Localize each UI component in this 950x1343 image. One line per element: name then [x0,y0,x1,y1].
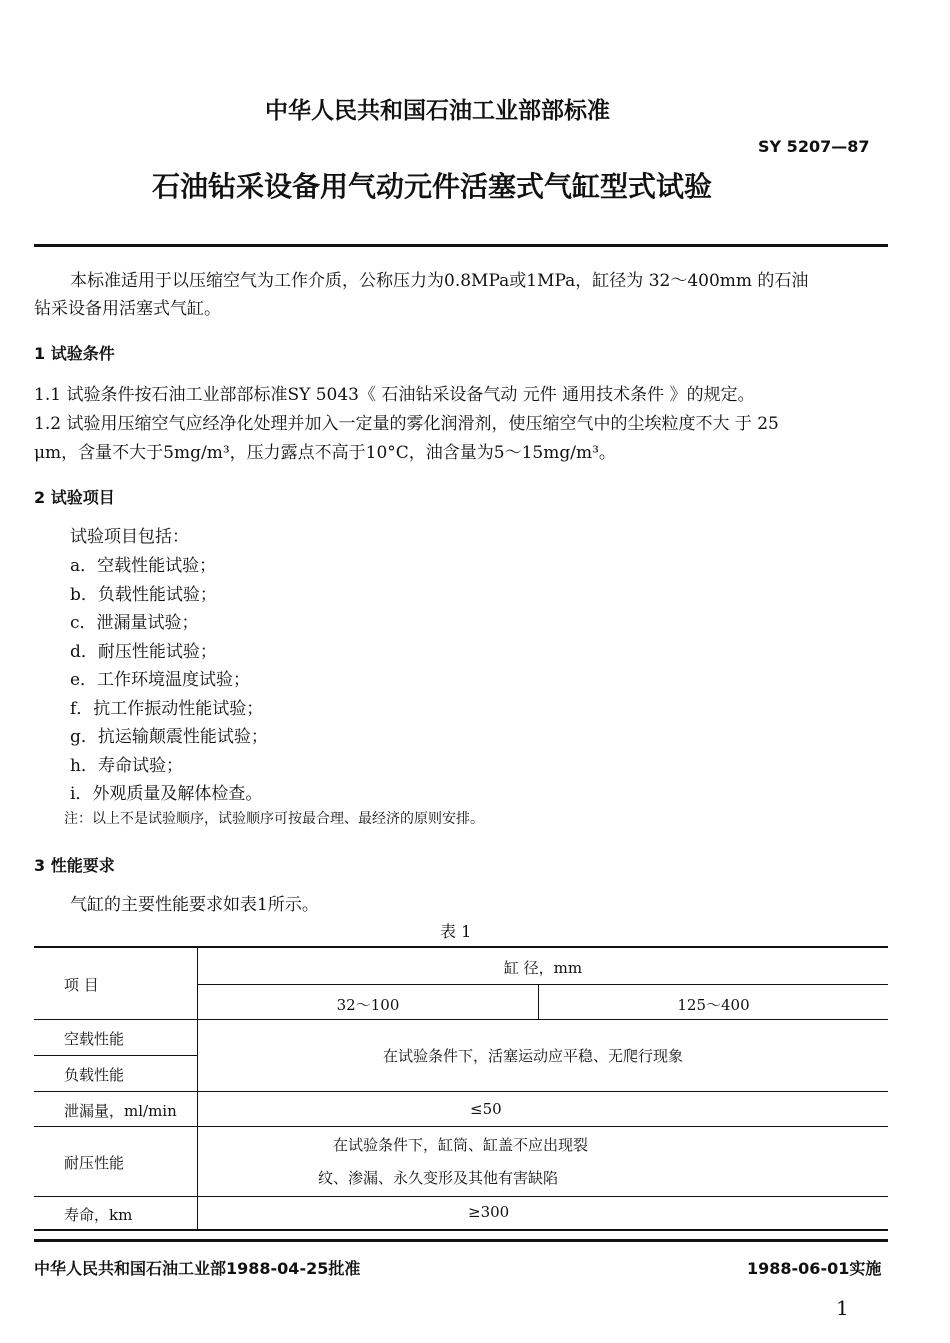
section-2-note: 注：以上不是试验顺序，试验顺序可按最合理、最经济的原则安排。 [64,811,484,827]
page-number: 1 [836,1296,849,1320]
table-cell-life: 寿命，km [64,1206,133,1224]
standard-code: SY 5207—87 [758,137,870,156]
list-item: b．负载性能试验； [70,585,217,605]
table-cell-pressure-value-1: 在试验条件下，缸筒、缸盖不应出现裂 [333,1136,589,1154]
section-1-item-2-line-1: 1.2 试验用压缩空气应经净化处理并加入一定量的雾化润滑剂，使压缩空气中的尘埃粒度不大 于 25 [34,414,779,434]
section-1-title: 1 试验条件 [34,344,115,363]
header-rule [34,244,888,247]
table-header-range-2: 125～400 [677,996,750,1014]
section-2-title: 2 试验项目 [34,488,115,507]
table-cell-life-value: ≥300 [468,1203,510,1221]
list-item: a．空载性能试验； [70,556,217,576]
table-row-rule [34,1091,888,1092]
list-item: c．泄漏量试验； [70,613,199,633]
table-cell-load: 负载性能 [64,1066,125,1084]
table-column-rule [197,948,198,1229]
section-1-item-2-line-2: μm，含量不大于5mg/m³，压力露点不高于10°C，油含量为5～15mg/m³。 [34,443,616,463]
list-item: i．外观质量及解体检查。 [70,784,263,804]
effective-date: 1988-06-01实施 [747,1259,882,1278]
footer-rule [34,1239,888,1242]
table-cell-load-value: 在试验条件下，活塞运动应平稳、无爬行现象 [382,1047,683,1065]
list-item: e．工作环境温度试验； [70,670,251,690]
org-title: 中华人民共和国石油工业部部标准 [265,98,610,124]
table-cell-pressure-value-2: 纹、渗漏、永久变形及其他有害缺陷 [318,1169,559,1187]
table-header-range-1: 32～100 [336,996,400,1014]
section-1-item-1: 1.1 试验条件按石油工业部部标准SY 5043《 石油钻采设备气动 元件 通用技术条件 》的规定。 [34,385,755,405]
intro-line-2: 钻采设备用活塞式气缸。 [34,299,221,319]
approval-line: 中华人民共和国石油工业部1988-04-25批准 [34,1259,361,1278]
table-row-rule [34,1019,888,1020]
table-cell-pressure: 耐压性能 [64,1154,125,1172]
doc-title: 石油钻采设备用气动元件活塞式气缸型式试验 [152,170,713,203]
list-item: f．抗工作振动性能试验； [70,699,264,719]
table-bottom-rule [34,1229,888,1231]
intro-line-1: 本标准适用于以压缩空气为工作介质，公称压力为0.8MPa或1MPa，缸径为 32～400mm 的石油 [70,271,809,291]
table-cell-leak: 泄漏量，ml/min [64,1102,177,1120]
table-header-item: 项 目 [64,976,99,994]
table-row-rule [34,1196,888,1197]
table-header-rule [198,984,888,985]
section-3-title: 3 性能要求 [34,856,115,875]
table-header-bore: 缸 径，mm [503,959,583,977]
table-row-rule [34,1126,888,1127]
list-item: g．抗运输颠震性能试验； [70,727,268,747]
table-caption: 表 1 [440,922,472,941]
list-item: d．耐压性能试验； [70,642,217,662]
table-cell-noload: 空载性能 [64,1030,125,1048]
table-top-rule [34,946,888,948]
section-2-lead: 试验项目包括： [70,527,189,547]
table-cell-leak-value: ≤50 [470,1100,502,1118]
list-item: h．寿命试验； [70,756,183,776]
section-3-lead: 气缸的主要性能要求如表1所示。 [70,895,319,915]
table-row-rule [34,1055,198,1056]
